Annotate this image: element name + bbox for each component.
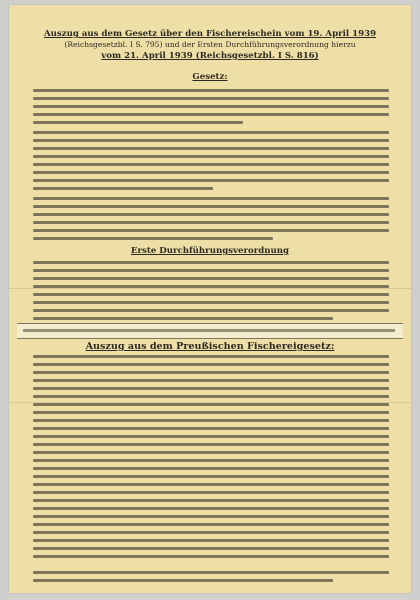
document-subtitle: (Reichsgesetzbl. I S. 795) und der Ersten Durchführungsverordnung hierzu [64, 40, 356, 49]
text-line [33, 113, 389, 116]
text-line [33, 105, 389, 108]
text-line [33, 419, 389, 422]
text-line [33, 205, 389, 208]
section-heading-durchfuehrung: Erste Durchführungsverordnung [130, 246, 290, 256]
text-line [33, 539, 389, 542]
fold-line [9, 288, 411, 289]
strip-text-line [23, 329, 395, 332]
text-line [33, 197, 389, 200]
section-heading-preussisch: Auszug aus dem Preußischen Fischereigesetz: [85, 341, 335, 352]
text-line [33, 387, 389, 390]
text-line [33, 269, 389, 272]
text-line [33, 147, 389, 150]
text-line [33, 285, 389, 288]
text-line [33, 293, 389, 296]
document-title-2: vom 21. April 1939 (Reichsgesetzbl. I S. 816) [101, 51, 319, 61]
text-line [33, 309, 389, 312]
text-line [33, 213, 389, 216]
text-line [33, 179, 389, 182]
text-line [33, 547, 389, 550]
text-line [33, 171, 389, 174]
text-line [33, 317, 333, 320]
text-line [33, 229, 389, 232]
text-line [33, 491, 389, 494]
text-line [33, 395, 389, 398]
text-line [33, 467, 389, 470]
text-line [33, 355, 389, 358]
text-line [33, 411, 389, 414]
document-title: Auszug aus dem Gesetz über den Fischereischein vom 19. April 1939 [43, 29, 377, 39]
document-page [9, 5, 411, 593]
text-line [33, 523, 389, 526]
text-line [33, 121, 243, 124]
text-line [33, 261, 389, 264]
text-line [33, 139, 389, 142]
text-line [33, 237, 273, 240]
text-line [33, 403, 389, 406]
text-line [33, 155, 389, 158]
text-line [33, 435, 389, 438]
text-line [33, 363, 389, 366]
text-line [33, 499, 389, 502]
text-line [33, 459, 389, 462]
text-line [33, 427, 389, 430]
text-line [33, 301, 389, 304]
text-line [33, 483, 389, 486]
paper-strip [17, 323, 403, 339]
text-line [33, 163, 389, 166]
text-line [33, 89, 389, 92]
text-line [33, 531, 389, 534]
text-line [33, 371, 389, 374]
footnote-line [33, 579, 333, 582]
text-line [33, 475, 389, 478]
section-heading-gesetz: Gesetz: [192, 72, 228, 82]
text-line [33, 507, 389, 510]
text-line [33, 443, 389, 446]
text-line [33, 451, 389, 454]
text-line [33, 97, 389, 100]
text-line [33, 379, 389, 382]
footnote-line [33, 571, 389, 574]
text-line [33, 277, 389, 280]
text-line [33, 515, 389, 518]
text-line [33, 555, 389, 558]
text-line [33, 187, 213, 190]
text-line [33, 221, 389, 224]
text-line [33, 131, 389, 134]
